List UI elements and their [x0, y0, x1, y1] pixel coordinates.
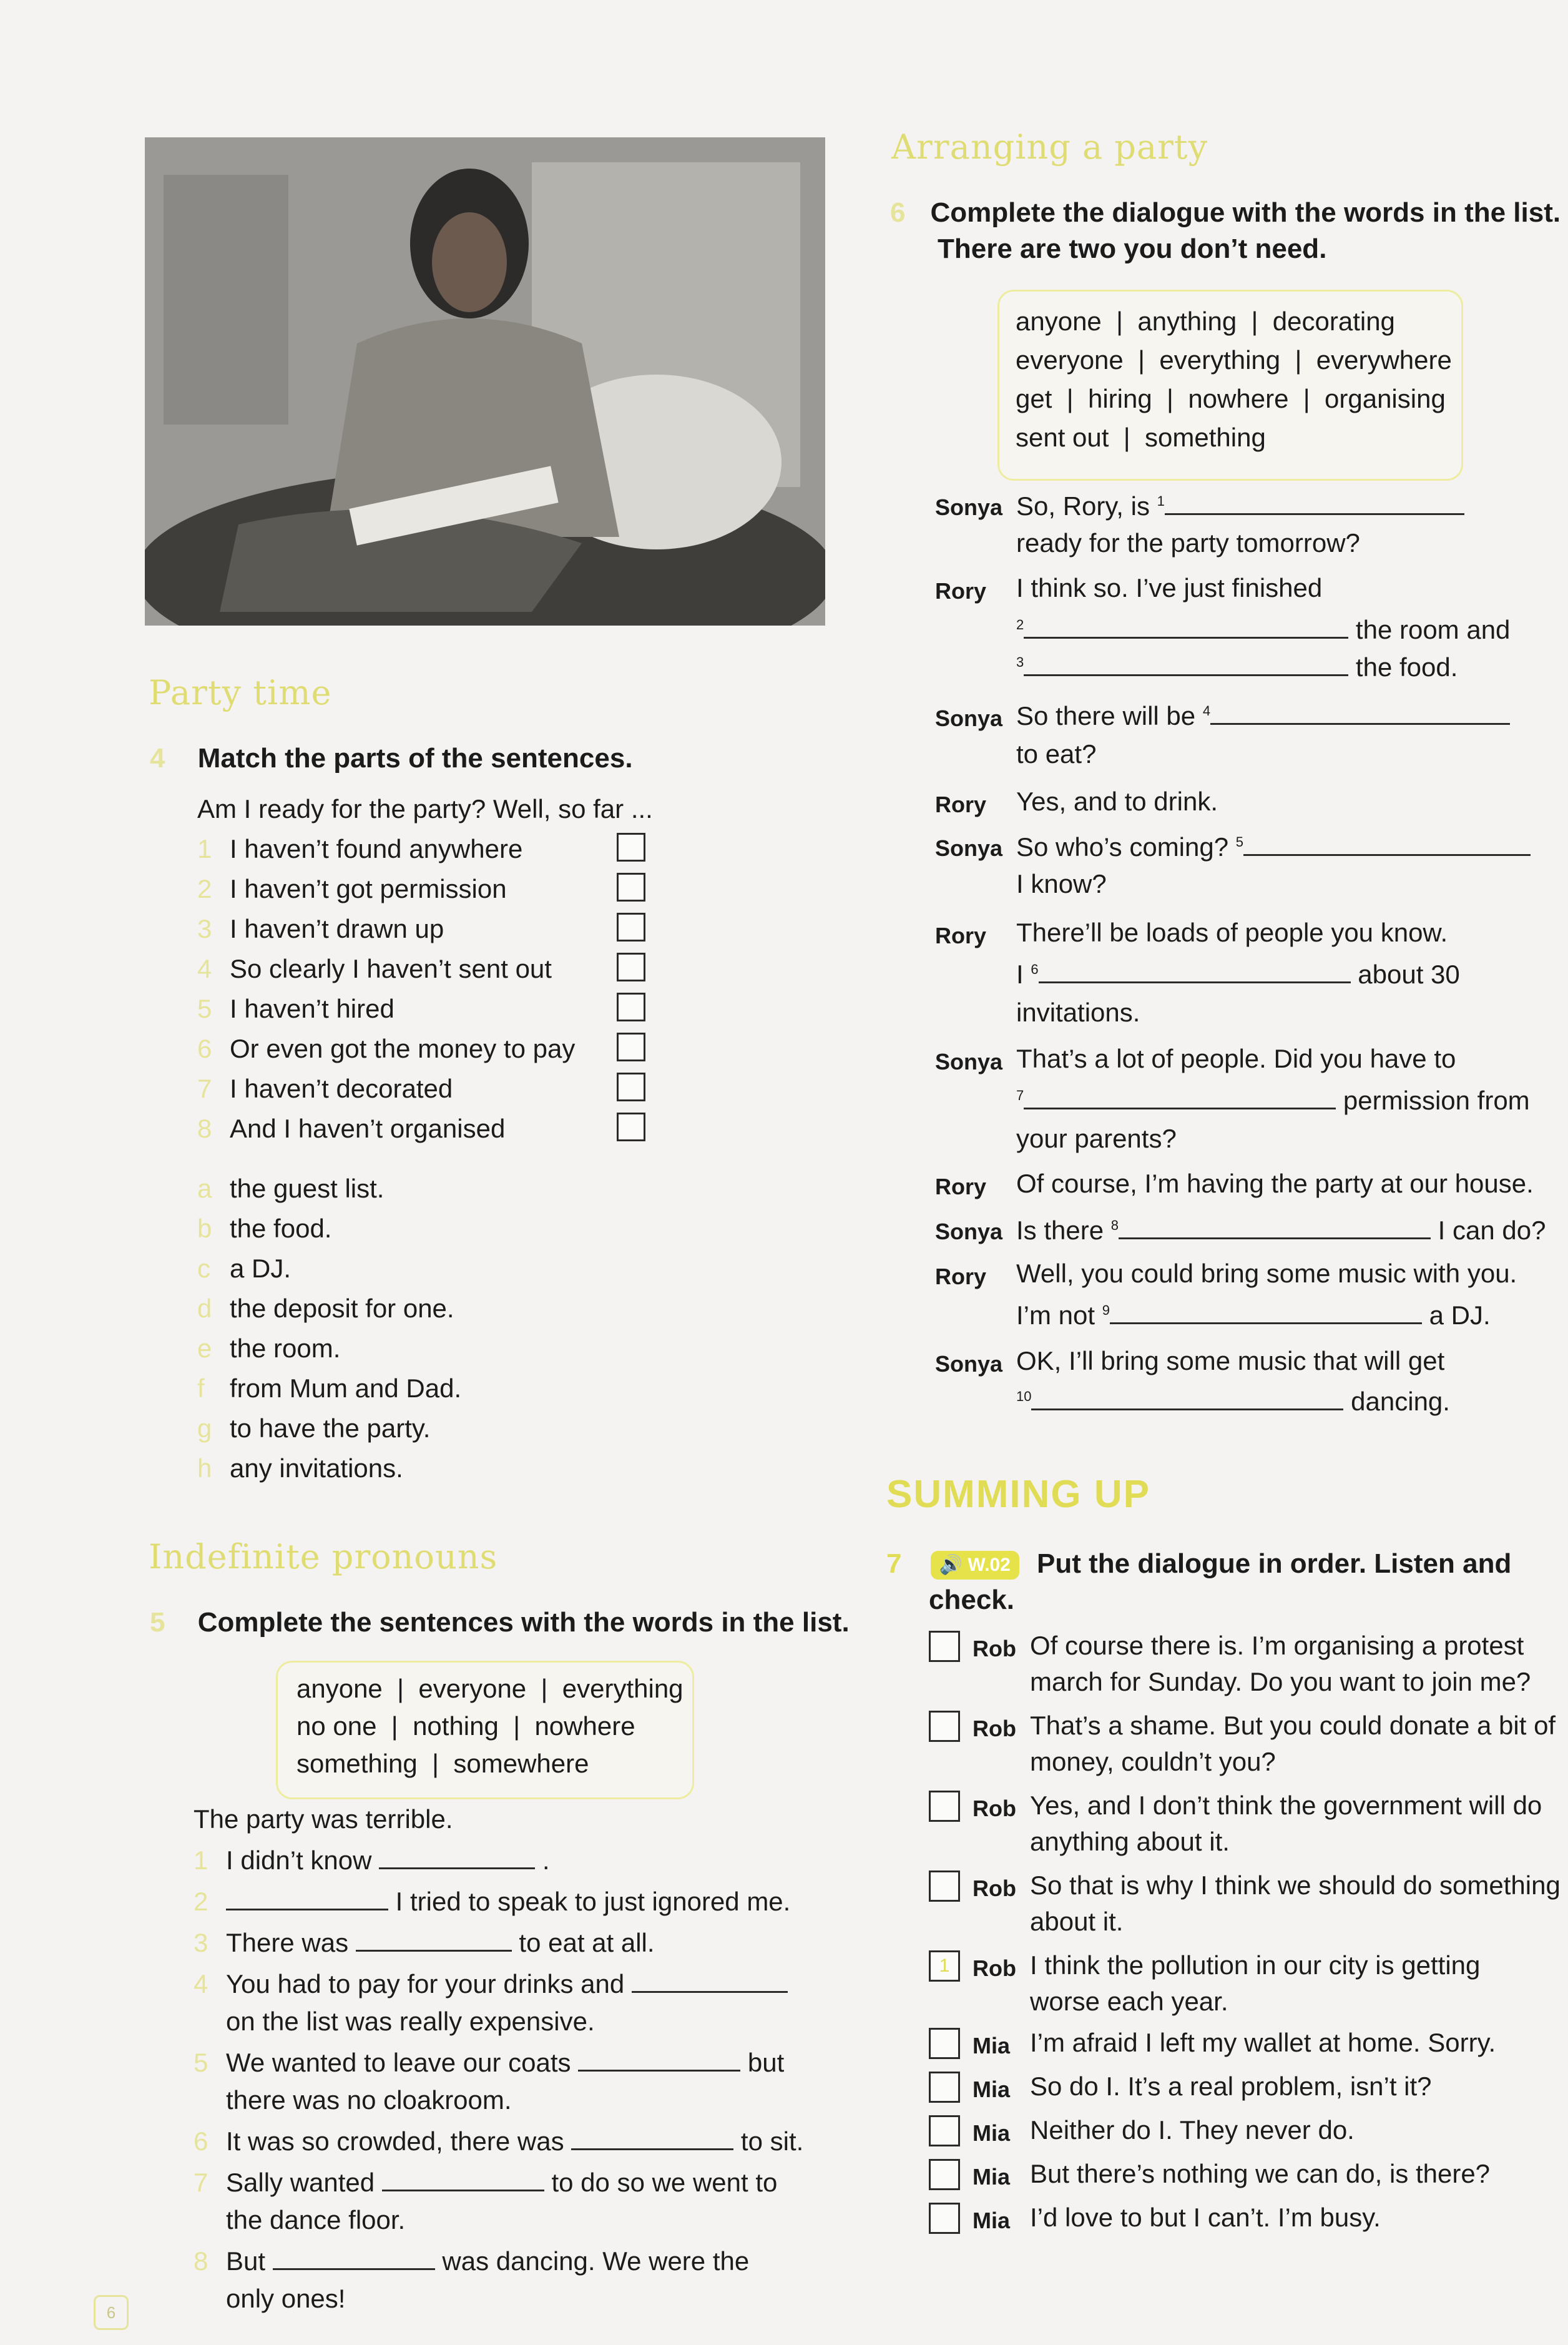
order-box[interactable]	[929, 2072, 960, 2103]
exercise-4-items	[197, 829, 672, 1154]
list-item: 5 I haven’t hired	[197, 994, 394, 1023]
section-heading-arranging-a-party: Arranging a party	[891, 127, 1208, 167]
dialogue-line: I’m not $^9$ a DJ.	[1016, 1299, 1491, 1330]
dialogue-line: Yes, and to drink.	[1016, 787, 1218, 816]
word-list-box	[997, 290, 1463, 481]
speaker-sonya: Sonya	[935, 705, 1003, 731]
answer-blank[interactable]	[1024, 1084, 1336, 1109]
answer-blank[interactable]	[1165, 489, 1464, 515]
answer-blank[interactable]	[226, 1885, 388, 1910]
word-list-row: anyone | anything | decorating	[1016, 307, 1395, 336]
list-item: 3 I haven’t drawn up	[197, 914, 444, 943]
sentence-4-cont: on the list was really expensive.	[226, 2007, 595, 2036]
sentence-4: 4 You had to pay for your drinks and	[194, 1964, 788, 2004]
dialogue-line: So, Rory, is $^1$	[1016, 489, 1464, 521]
list-item: a the guest list.	[197, 1174, 385, 1203]
list-item: b the food.	[197, 1214, 332, 1243]
exercise-6-title: 6 Complete the dialogue with the words in the list. There are two you don’t need.	[890, 197, 1561, 264]
word-list-row: get | hiring | nowhere | organising	[1016, 384, 1446, 413]
answer-blank[interactable]	[1210, 699, 1510, 725]
order-box[interactable]	[929, 2028, 960, 2059]
dialogue-line: $^3$ the food.	[1016, 651, 1458, 682]
word-list-row: sent out | something	[1016, 423, 1266, 452]
dialogue-line: your parents?	[1016, 1124, 1177, 1153]
speaker-rory: Rory	[935, 578, 987, 604]
exercise-5-title: 5 Complete the sentences with the words in the list.	[150, 1607, 850, 1638]
order-box[interactable]	[929, 1711, 960, 1742]
answer-blank[interactable]	[1243, 830, 1531, 856]
section-heading-indefinite-pronouns: Indefinite pronouns	[149, 1537, 498, 1576]
answer-blank[interactable]	[1031, 1385, 1343, 1410]
answer-box[interactable]	[617, 953, 645, 981]
word-list-row: no one | nothing | nowhere	[296, 1711, 635, 1741]
exercise-7-title: 7 🔊 W.02 Put the dialogue in order. Listen and check.	[886, 1548, 1512, 1615]
list-item: d the deposit for one.	[197, 1294, 454, 1323]
answer-blank[interactable]	[1024, 651, 1348, 676]
list-item: h any invitations.	[197, 1453, 403, 1483]
dialogue-line: Of course, I’m having the party at our house.	[1016, 1169, 1534, 1198]
answer-blank[interactable]	[1119, 1214, 1431, 1239]
speaker-rory: Rory	[935, 1264, 987, 1289]
sentence-5: 5 We wanted to leave our coats but	[194, 2043, 784, 2083]
section-heading-summing-up: SUMMING UP	[886, 1473, 1150, 1516]
answer-box[interactable]	[617, 913, 645, 941]
speaker-sonya: Sonya	[935, 1351, 1003, 1377]
speaker-rory: Rory	[935, 923, 987, 948]
answer-box[interactable]	[617, 1033, 645, 1061]
answer-blank[interactable]	[273, 2244, 435, 2270]
answer-box[interactable]	[617, 1113, 645, 1141]
dialogue-line: $^7$ permission from	[1016, 1084, 1530, 1116]
list-item: 8 And I haven’t organised	[197, 1114, 506, 1143]
exercise-6-dialogue	[930, 481, 1546, 1430]
answer-blank[interactable]	[632, 1967, 788, 1993]
exercise-7-lines: Rob Of course there is. I’m organising a protest march for Sunday. Do you want to join me? Rob That’s a shame. But you could donate a bit of money, couldn’t you? Rob Yes, and I don’t think the government will do anything about it. Rob So that is why I think we should do something about it. 1 Rob I think the pollution in our city is getting worse each year. Mia I’m afraid I left my wallet at home. Sorry. Mia So do I. It’s a real problem, isn’t it? Mia Neither do I. They never do. Mia But there’s nothing we can do, is there? Mia I’d love to but I can’t. I’m busy.	[926, 1626, 1551, 2250]
list-item: c a DJ.	[197, 1254, 292, 1283]
answer-box[interactable]	[617, 873, 645, 902]
dialogue-line: I $^6$ about 30	[1016, 958, 1460, 990]
order-box[interactable]	[929, 2203, 960, 2234]
list-item: 2 I haven’t got permission	[197, 874, 507, 903]
answer-box[interactable]	[617, 993, 645, 1021]
dialogue-line: There’ll be loads of people you know.	[1016, 918, 1448, 947]
order-box[interactable]	[929, 2159, 960, 2190]
dialogue-line: ready for the party tomorrow?	[1016, 528, 1360, 558]
photo-icon	[145, 137, 825, 626]
order-box[interactable]	[929, 1871, 960, 1902]
list-item: g to have the party.	[197, 1413, 431, 1443]
speaker-rory: Rory	[935, 792, 987, 817]
order-box[interactable]	[929, 2115, 960, 2146]
word-list-row: everyone | everything | everywhere	[1016, 345, 1452, 375]
answer-blank[interactable]	[1039, 958, 1351, 983]
sentence-7-cont: the dance floor.	[226, 2205, 406, 2234]
exercise-number: 4	[150, 743, 165, 774]
dialogue-line: $^2$ the room and	[1016, 613, 1510, 645]
dialogue-line: That’s a lot of people. Did you have to	[1016, 1044, 1456, 1073]
page-number: 6	[94, 2295, 129, 2330]
answer-blank[interactable]	[578, 2046, 740, 2072]
dialogue-line: $^{10}$ dancing.	[1016, 1385, 1450, 1417]
speaker-icon: 🔊	[939, 1555, 963, 1576]
list-item: 1 I haven’t found anywhere	[197, 834, 523, 863]
sentence-8: 8 But was dancing. We were the	[194, 2241, 749, 2281]
order-box[interactable]	[929, 1791, 960, 1822]
audio-badge[interactable]: 🔊 W.02	[931, 1551, 1019, 1580]
exercise-4-intro: Am I ready for the party? Well, so far ...	[197, 794, 653, 823]
sentence-3: 3 There was to eat at all.	[194, 1923, 655, 1963]
exercise-5-intro: The party was terrible.	[194, 1804, 453, 1834]
speaker-rory: Rory	[935, 1174, 987, 1199]
exercise-4-endings	[197, 1169, 672, 1493]
dialogue-line: invitations.	[1016, 998, 1140, 1027]
word-list-row: something | somewhere	[296, 1749, 589, 1778]
list-item: e the room.	[197, 1334, 341, 1363]
list-item: 7 I haven’t decorated	[197, 1074, 453, 1103]
dialogue-line: Is there $^8$ I can do?	[1016, 1214, 1546, 1246]
answer-blank[interactable]	[1024, 613, 1348, 639]
answer-box[interactable]	[617, 1073, 645, 1101]
sentence-1: 1 I didn’t know .	[194, 1841, 549, 1880]
sentence-8-cont: only ones!	[226, 2284, 346, 2313]
speaker-sonya: Sonya	[935, 835, 1003, 861]
dialogue-line: So who’s coming? $^5$	[1016, 830, 1531, 862]
speaker-sonya: Sonya	[935, 1049, 1003, 1074]
dialogue-line: I know?	[1016, 869, 1107, 898]
photo-girl-writing	[145, 137, 825, 626]
list-item: 6 Or even got the money to pay	[197, 1034, 576, 1063]
answer-blank[interactable]	[571, 2125, 733, 2150]
dialogue-line: So there will be $^4$	[1016, 699, 1510, 731]
sentence-2: 2 I tried to speak to just ignored me.	[194, 1882, 790, 1922]
word-list-box	[276, 1661, 694, 1799]
answer-blank[interactable]	[379, 1844, 535, 1869]
order-box[interactable]	[929, 1631, 960, 1662]
answer-box[interactable]	[617, 833, 645, 862]
dialogue-line: I think so. I’ve just finished	[1016, 573, 1323, 602]
dialogue-line: OK, I’ll bring some music that will get	[1016, 1346, 1445, 1375]
dialogue-line: to eat?	[1016, 739, 1097, 769]
dialogue-line: Well, you could bring some music with you.	[1016, 1259, 1517, 1288]
list-item: f from Mum and Dad.	[197, 1374, 462, 1403]
exercise-4-title: 4 Match the parts of the sentences.	[150, 743, 633, 774]
speaker-sonya: Sonya	[935, 1219, 1003, 1244]
word-list-row: anyone | everyone | everything	[296, 1674, 684, 1703]
answer-blank[interactable]	[382, 2166, 544, 2191]
exercise-5-sentences	[194, 1841, 804, 2315]
list-item: 4 So clearly I haven’t sent out	[197, 954, 552, 983]
speaker-sonya: Sonya	[935, 494, 1003, 520]
sentence-5-cont: there was no cloakroom.	[226, 2085, 512, 2115]
sentence-7: 7 Sally wanted to do so we went to	[194, 2163, 777, 2203]
answer-blank[interactable]	[356, 1926, 512, 1952]
order-box-answered[interactable]: 1	[929, 1950, 960, 1982]
sentence-6: 6 It was so crowded, there was to sit.	[194, 2121, 803, 2161]
answer-blank[interactable]	[1110, 1299, 1422, 1324]
section-heading-party-time: Party time	[149, 673, 332, 712]
